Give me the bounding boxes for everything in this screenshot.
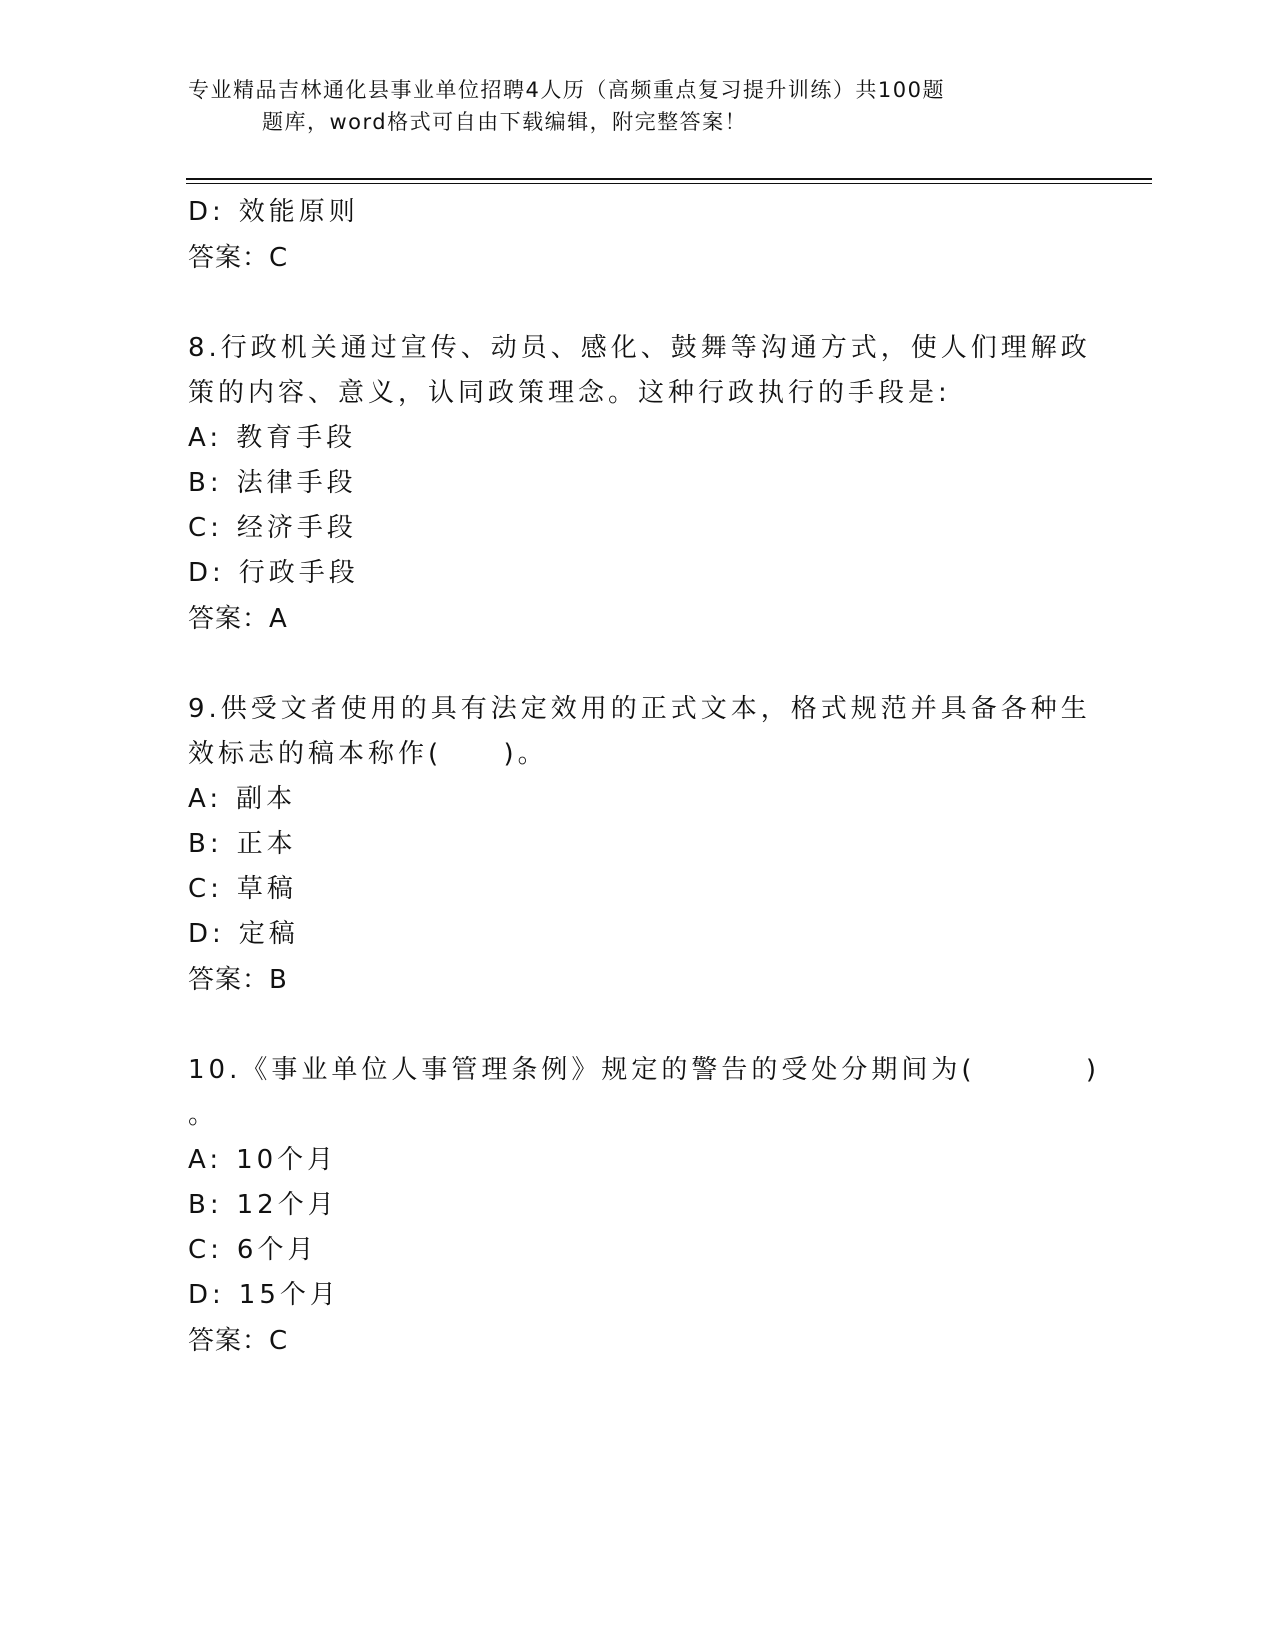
q10-text-line1: 10.《事业单位人事管理条例》规定的警告的受处分期间为( ) (188, 1055, 1101, 1085)
header-rule-thin (186, 183, 1152, 184)
q9-option-b (188, 822, 1088, 867)
option-text: 6个月 (236, 1235, 318, 1265)
spacer (188, 281, 1088, 326)
option-key: A: (188, 784, 223, 814)
q9-option-c (188, 867, 1088, 912)
option-text: 正本 (236, 829, 297, 859)
option-key: D: (188, 919, 225, 949)
q10-text-line2: 。 (188, 1100, 219, 1130)
q8-text-line2: 策的内容、意义，认同政策理念。这种行政执行的手段是: (188, 378, 951, 408)
option-text: 效能原则 (238, 197, 359, 227)
q10-answer: 答案：C (188, 1326, 289, 1356)
option-text: 行政手段 (238, 558, 359, 588)
q9-text-line2: 效标志的稿本称作( )。 (188, 739, 548, 769)
q8-text-line1: 8.行政机关通过宣传、动员、感化、鼓舞等沟通方式，使人们理解政 (188, 333, 1091, 363)
option-text: 15个月 (238, 1280, 340, 1310)
option-key: C: (188, 513, 223, 543)
q9-text-line1: 9.供受文者使用的具有法定效用的正式文本，格式规范并具备各种生 (188, 694, 1091, 724)
option-text: 副本 (236, 784, 297, 814)
option-text: 教育手段 (236, 423, 357, 453)
q9-option-d (188, 912, 1088, 957)
document-header (188, 74, 1068, 138)
q8-option-c (188, 506, 1088, 551)
q9-answer: 答案：B (188, 965, 288, 995)
q8-option-a (188, 416, 1088, 461)
option-text: 定稿 (238, 919, 299, 949)
option-key: A: (188, 423, 223, 453)
q9-option-a (188, 777, 1088, 822)
q8-answer: 答案：A (188, 604, 288, 634)
option-key: D: (188, 558, 225, 588)
option-text: 草稿 (236, 874, 297, 904)
q10-option-b (188, 1183, 1088, 1228)
option-key: A: (188, 1145, 223, 1175)
option-key: B: (188, 1190, 223, 1220)
q8-option-b (188, 461, 1088, 506)
q10-option-d (188, 1273, 1088, 1318)
option-text: 10个月 (236, 1145, 338, 1175)
header-title-line1: 专业精品吉林通化县事业单位招聘4人历（高频重点复习提升训练）共100题 (188, 78, 945, 102)
prev-answer: 答案：C (188, 243, 289, 273)
option-text: 12个月 (236, 1190, 338, 1220)
option-key: C: (188, 874, 223, 904)
spacer (188, 642, 1088, 687)
document-body (188, 190, 1101, 1364)
header-rule-thick (186, 178, 1152, 180)
q10-option-c (188, 1228, 1088, 1273)
prev-option-d (188, 190, 1088, 235)
q8-option-d (188, 551, 1088, 596)
option-key: C: (188, 1235, 223, 1265)
q10-option-a (188, 1138, 1088, 1183)
option-key: B: (188, 829, 223, 859)
option-key: D: (188, 1280, 225, 1310)
option-text: 经济手段 (236, 513, 357, 543)
header-title-line2: 题库，word格式可自由下载编辑，附完整答案！ (262, 110, 748, 134)
option-key: D: (188, 197, 225, 227)
option-text: 法律手段 (236, 468, 357, 498)
option-key: B: (188, 468, 223, 498)
spacer (188, 1003, 1088, 1048)
